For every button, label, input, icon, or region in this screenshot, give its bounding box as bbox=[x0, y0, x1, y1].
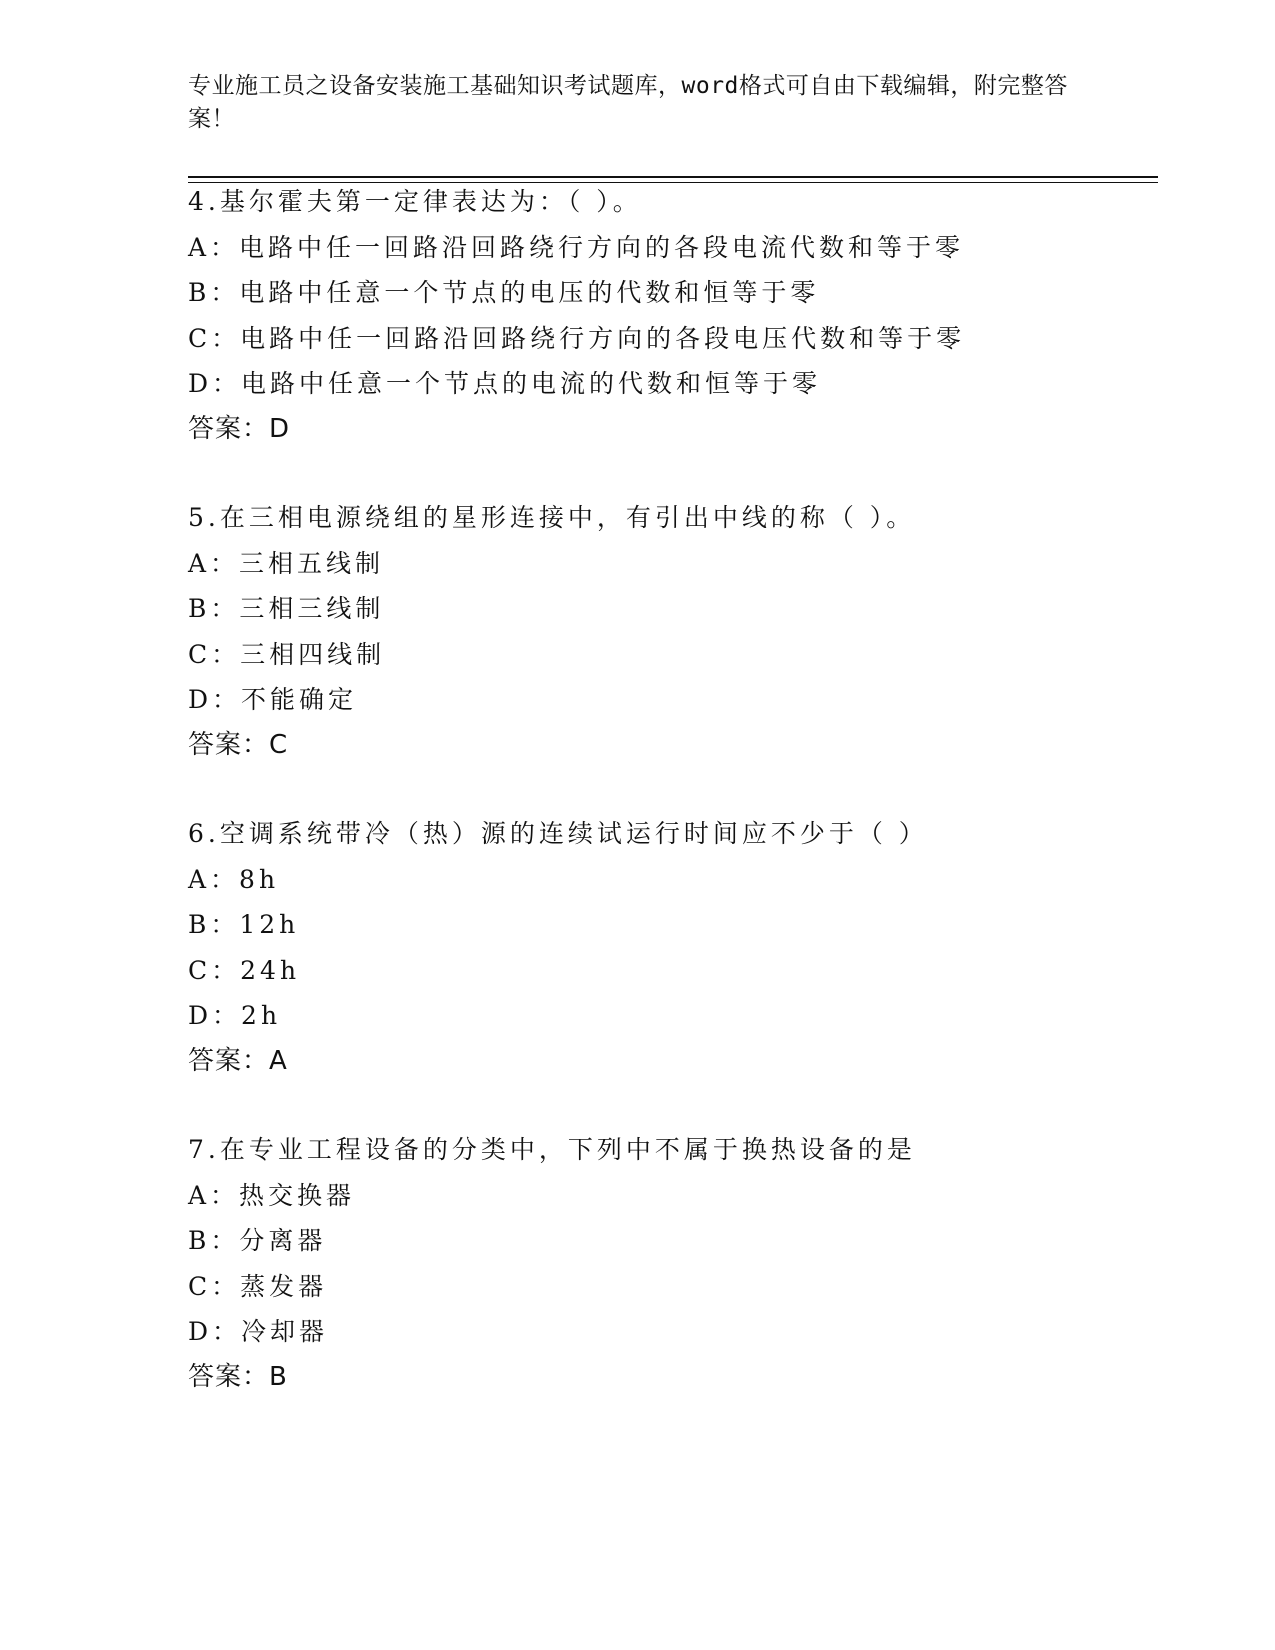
option-a: A：电路中任一回路沿回路绕行方向的各段电流代数和等于零 bbox=[188, 232, 965, 262]
question-block bbox=[188, 1127, 1138, 1400]
question-stem: 6.空调系统带冷（热）源的连续试运行时间应不少于（ ） bbox=[188, 819, 928, 848]
option-a: A：三相五线制 bbox=[188, 548, 385, 578]
option-a: A：8h bbox=[188, 864, 280, 894]
option-b: B：12h bbox=[188, 910, 300, 939]
question-stem: 4.基尔霍夫第一定律表达为：（ ）。 bbox=[188, 187, 642, 216]
option-b: B：电路中任意一个节点的电压的代数和恒等于零 bbox=[188, 278, 820, 307]
answer-line: 答案：D bbox=[188, 413, 291, 444]
option-d: D：电路中任意一个节点的电流的代数和恒等于零 bbox=[188, 369, 822, 398]
answer-line: 答案：B bbox=[188, 1361, 288, 1392]
option-c: C：蒸发器 bbox=[188, 1271, 328, 1301]
question-block bbox=[188, 495, 1138, 768]
header-divider-thick bbox=[188, 176, 1158, 178]
option-c: C：24h bbox=[188, 955, 301, 985]
option-c: C：三相四线制 bbox=[188, 639, 386, 669]
option-d: D：冷却器 bbox=[188, 1317, 329, 1346]
option-b: B：分离器 bbox=[188, 1226, 327, 1255]
option-b: B：三相三线制 bbox=[188, 594, 385, 623]
option-c: C：电路中任一回路沿回路绕行方向的各段电压代数和等于零 bbox=[188, 323, 966, 353]
option-a: A：热交换器 bbox=[188, 1180, 356, 1210]
answer-line: 答案：C bbox=[188, 729, 289, 760]
answer-line: 答案：A bbox=[188, 1045, 288, 1076]
question-block bbox=[188, 811, 1138, 1084]
option-d: D：不能确定 bbox=[188, 685, 358, 714]
option-d: D：2h bbox=[188, 1001, 282, 1030]
question-block bbox=[188, 179, 1138, 452]
question-stem: 7.在专业工程设备的分类中，下列中不属于换热设备的是 bbox=[188, 1135, 916, 1164]
document-header: 专业施工员之设备安装施工基础知识考试题库，word格式可自由下载编辑，附完整答案！ bbox=[188, 73, 1068, 132]
question-stem: 5.在三相电源绕组的星形连接中，有引出中线的称（ ）。 bbox=[188, 503, 916, 532]
